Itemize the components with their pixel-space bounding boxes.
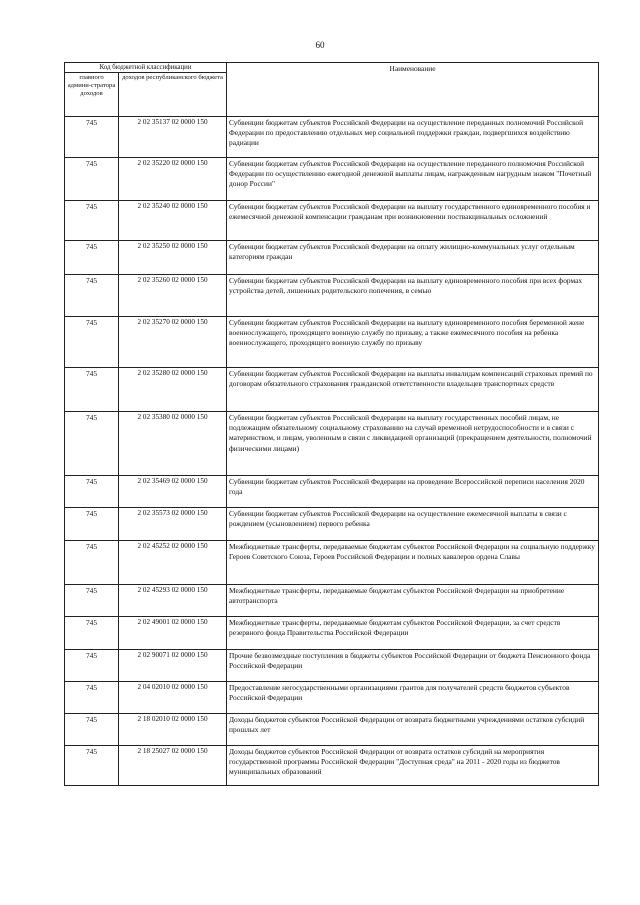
table-row xyxy=(65,317,599,368)
table-body xyxy=(65,117,599,786)
table-row xyxy=(65,617,599,650)
code-cell: 2 04 02010 02 0000 150 xyxy=(119,682,227,714)
code-cell: 2 02 35260 02 0000 150 xyxy=(119,275,227,317)
code-cell: 2 02 35469 02 0000 150 xyxy=(119,476,227,508)
table-row xyxy=(65,117,599,158)
desc-cell: Субвенции бюджетам субъектов Российской Федерации на выплату государственного единовременного пособия и ежемесячной денежной компенсации гражданам при возникновении поствакцинальных осложнений xyxy=(227,201,599,241)
table-row xyxy=(65,541,599,585)
code-cell: 2 02 45293 02 0000 150 xyxy=(119,585,227,617)
admin-cell: 745 xyxy=(65,650,119,682)
admin-cell: 745 xyxy=(65,541,119,585)
desc-cell: Прочие безвозмездные поступления в бюджеты субъектов Российской Федерации от бюджета Пенсионного фонда Российской Федерации xyxy=(227,650,599,682)
header-budget-classification: Код бюджетной классификации xyxy=(65,63,227,73)
admin-cell: 745 xyxy=(65,201,119,241)
table-row xyxy=(65,241,599,275)
desc-cell: Субвенции бюджетам субъектов Российской Федерации на проведение Всероссийской переписи населения 2020 года xyxy=(227,476,599,508)
desc-cell: Субвенции бюджетам субъектов Российской Федерации на осуществление переданных полномочий Российской Федерации по предоставлению отдельных мер социальной поддержки граждан, подвергшихся воздействию радиации xyxy=(227,117,599,158)
table-row xyxy=(65,412,599,476)
desc-cell: Субвенции бюджетам субъектов Российской Федерации на выплату единовременного пособия при всех формах устройства детей, лишенных родительского попечения, в семью xyxy=(227,275,599,317)
desc-cell: Межбюджетные трансферты, передаваемые бюджетам субъектов Российской Федерации на приобретение автотранспорта xyxy=(227,585,599,617)
desc-cell: Субвенции бюджетам субъектов Российской Федерации на осуществление ежемесячной выплаты в связи с рождением (усыновлением) первого ребенка xyxy=(227,508,599,541)
header-admin: главного админи-стратора доходов xyxy=(65,73,119,117)
desc-cell: Доходы бюджетов субъектов Российской Федерации от возврата остатков субсидий на мероприятия государственной программы Российской Федерации "Доступная среда" на 2011 - 2020 годы из бюджетов муниципальных образований xyxy=(227,746,599,786)
admin-cell: 745 xyxy=(65,117,119,158)
desc-cell: Субвенции бюджетам субъектов Российской Федерации на выплату государственных пособий лицам, не подлежащим обязательному социальному страхованию на случай временной нетрудоспособности и в связи с материнством, и лицам, уволенным в связи с ликвидацией организаций (прекращением деятельности, полномочий физическими лицами) xyxy=(227,412,599,476)
code-cell: 2 02 35280 02 0000 150 xyxy=(119,368,227,412)
header-name: Наименование xyxy=(227,63,599,117)
admin-cell: 745 xyxy=(65,368,119,412)
desc-cell: Субвенции бюджетам субъектов Российской Федерации на выплату единовременного пособия беременной жене военнослужащего, проходящего военную службу по призыву, а также ежемесячного пособия на ребенка военнослужащего, проходящего военную службу по призыву xyxy=(227,317,599,368)
table-row xyxy=(65,275,599,317)
header-income-code: доходов республиканского бюджета xyxy=(119,73,227,117)
code-cell: 2 02 35220 02 0000 150 xyxy=(119,158,227,201)
code-cell: 2 02 45252 02 0000 150 xyxy=(119,541,227,585)
table-row xyxy=(65,714,599,746)
table-row xyxy=(65,368,599,412)
admin-cell: 745 xyxy=(65,746,119,786)
page-number: 60 xyxy=(315,40,325,50)
admin-cell: 745 xyxy=(65,682,119,714)
admin-cell: 745 xyxy=(65,476,119,508)
code-cell: 2 02 35137 02 0000 150 xyxy=(119,117,227,158)
admin-cell: 745 xyxy=(65,241,119,275)
table-row xyxy=(65,746,599,786)
code-cell: 2 02 35250 02 0000 150 xyxy=(119,241,227,275)
code-cell: 2 02 90071 02 0000 150 xyxy=(119,650,227,682)
admin-cell: 745 xyxy=(65,317,119,368)
desc-cell: Субвенции бюджетам субъектов Российской Федерации на оплату жилищно-коммунальных услуг отдельным категориям граждан xyxy=(227,241,599,275)
admin-cell: 745 xyxy=(65,508,119,541)
code-cell: 2 02 35240 02 0000 150 xyxy=(119,201,227,241)
desc-cell: Субвенции бюджетам субъектов Российской Федерации на осуществление переданного полномочия Российской Федерации по осуществлению ежегодной денежной выплаты лицам, награжденным нагрудным знаком "Почетный донор России" xyxy=(227,158,599,201)
table-row xyxy=(65,650,599,682)
desc-cell: Предоставление негосударственными организациями грантов для получателей средств бюджетов субъектов Российской Федерации xyxy=(227,682,599,714)
table-row xyxy=(65,201,599,241)
code-cell: 2 02 35573 02 0000 150 xyxy=(119,508,227,541)
code-cell: 2 18 02010 02 0000 150 xyxy=(119,714,227,746)
code-cell: 2 02 49001 02 0000 150 xyxy=(119,617,227,650)
code-cell: 2 18 25027 02 0000 150 xyxy=(119,746,227,786)
code-cell: 2 02 35380 02 0000 150 xyxy=(119,412,227,476)
admin-cell: 745 xyxy=(65,275,119,317)
desc-cell: Межбюджетные трансферты, передаваемые бюджетам субъектов Российской Федерации на социальную поддержку Героев Советского Союза, Героев Российской Федерации и полных кавалеров ордена Славы xyxy=(227,541,599,585)
code-cell: 2 02 35270 02 0000 150 xyxy=(119,317,227,368)
budget-classification-table xyxy=(64,62,599,786)
table-row xyxy=(65,682,599,714)
desc-cell: Доходы бюджетов субъектов Российской Федерации от возврата бюджетными учреждениями остатков субсидий прошлых лет xyxy=(227,714,599,746)
desc-cell: Субвенции бюджетам субъектов Российской Федерации на выплаты инвалидам компенсаций страховых премий по договорам обязательного страхования гражданской ответственности владельцев транспортных средств xyxy=(227,368,599,412)
admin-cell: 745 xyxy=(65,158,119,201)
table-row xyxy=(65,585,599,617)
desc-cell: Межбюджетные трансферты, передаваемые бюджетам субъектов Российской Федерации, за счет средств резервного фонда Правительства Российской Федерации xyxy=(227,617,599,650)
admin-cell: 745 xyxy=(65,585,119,617)
table-row xyxy=(65,508,599,541)
admin-cell: 745 xyxy=(65,714,119,746)
admin-cell: 745 xyxy=(65,617,119,650)
table-row xyxy=(65,158,599,201)
admin-cell: 745 xyxy=(65,412,119,476)
table-row xyxy=(65,476,599,508)
